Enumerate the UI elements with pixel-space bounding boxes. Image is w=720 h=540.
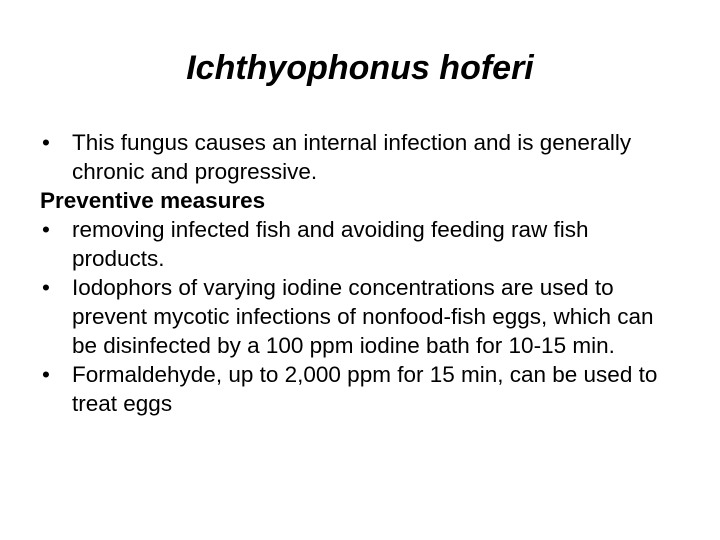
bullet-item-measure (40, 215, 680, 273)
bullet-item-measure (40, 360, 680, 418)
bullet-icon: • (42, 362, 50, 387)
bullet-text: Iodophors of varying iodine concentrations are used to prevent mycotic infections of nonfood-fish eggs, which can be disinfected by a 100 ppm iodine bath for 10-15 min. (72, 275, 654, 358)
section-heading: Preventive measures (40, 188, 266, 213)
bullet-icon: • (42, 275, 50, 300)
bullet-item-measure (40, 273, 680, 360)
bullet-icon: • (42, 217, 50, 242)
bullet-text: This fungus causes an internal infection and is generally chronic and progressive. (72, 130, 632, 184)
bullet-text: Formaldehyde, up to 2,000 ppm for 15 min, can be used to treat eggs (72, 362, 658, 416)
bullet-icon: • (42, 130, 50, 155)
bullet-text: removing infected fish and avoiding feeding raw fish products. (72, 217, 589, 271)
slide-body (40, 128, 680, 418)
bullet-item-intro (40, 128, 680, 186)
slide-title: Ichthyophonus hoferi (186, 49, 534, 87)
